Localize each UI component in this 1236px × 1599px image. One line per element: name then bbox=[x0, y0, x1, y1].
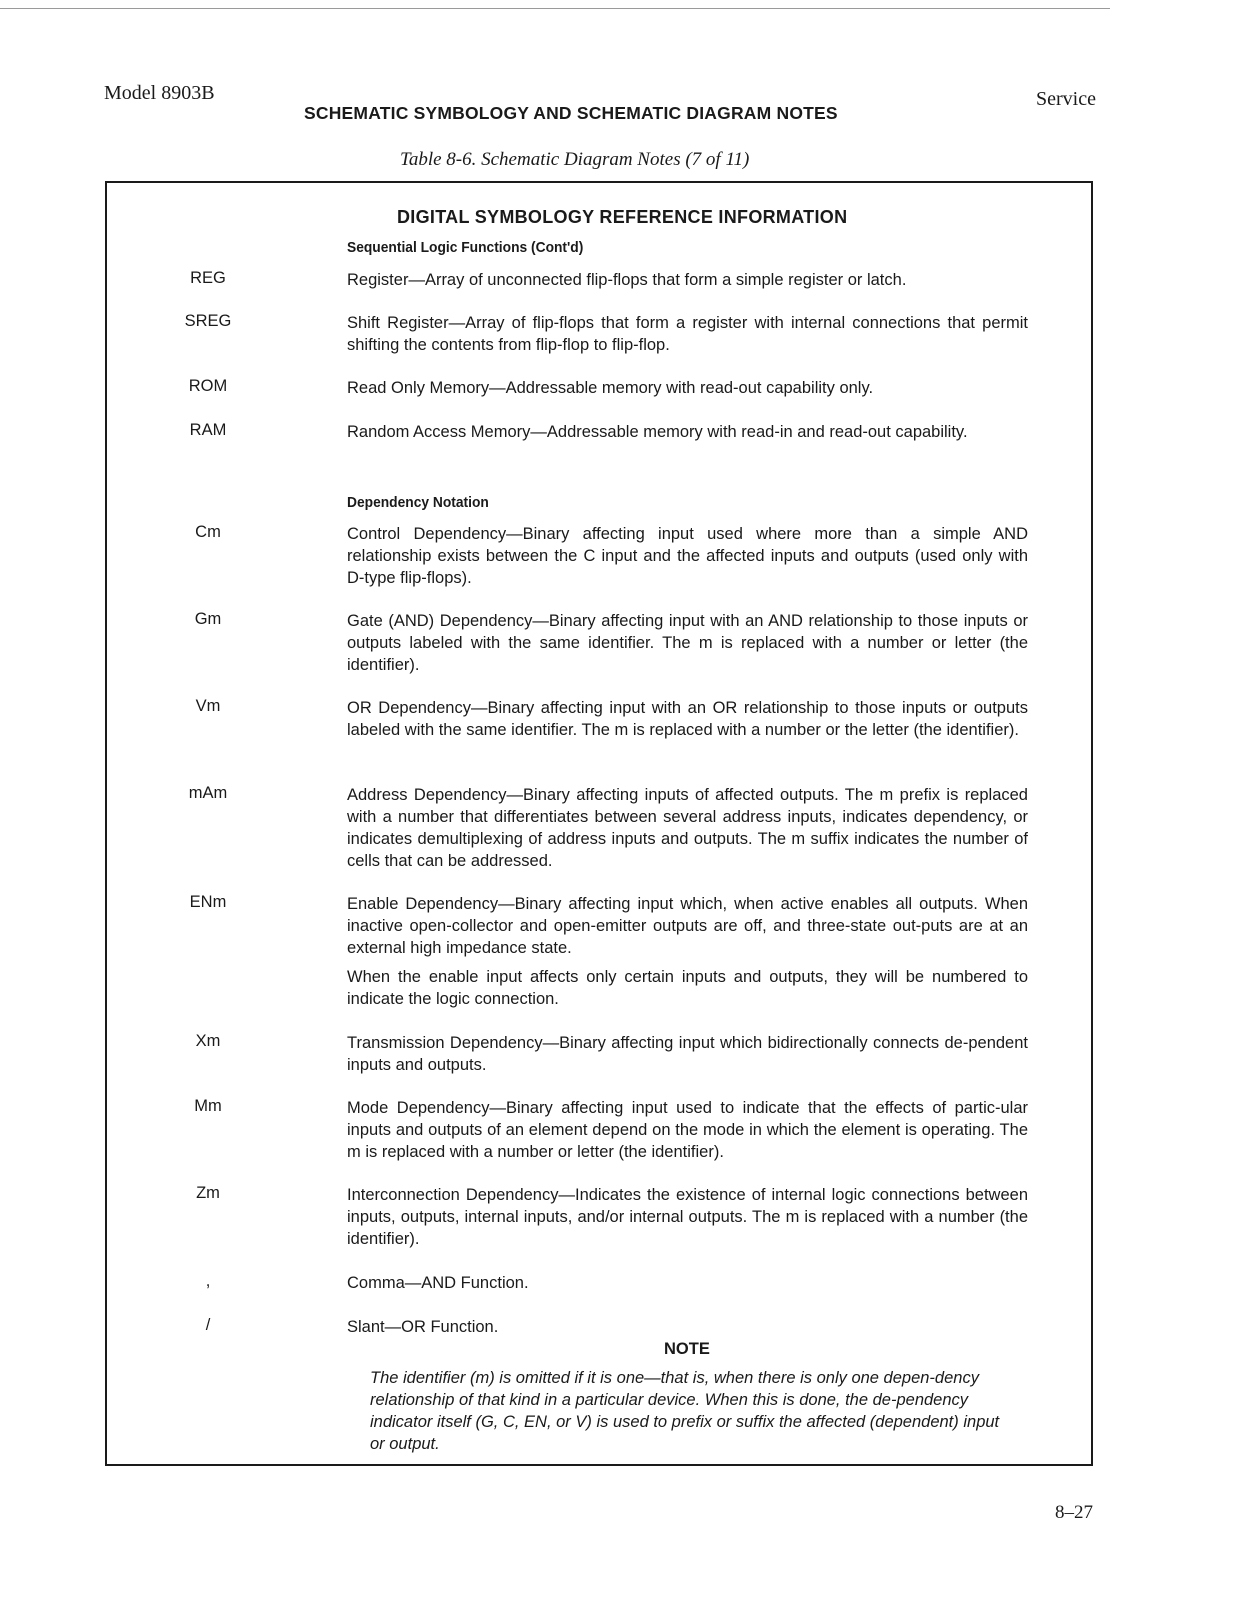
desc-xm: Transmission Dependency—Binary affecting input which bidirectionally connects de-pendent inputs and outputs. bbox=[347, 1034, 1028, 1074]
desc-ram: Random Access Memory—Addressable memory with read-in and read-out capability. bbox=[347, 423, 968, 441]
table-title: DIGITAL SYMBOLOGY REFERENCE INFORMATION bbox=[397, 207, 848, 227]
symbol-enm: ENm bbox=[189, 893, 227, 911]
desc-zm: Interconnection Dependency—Indicates the existence of internal logic connections between inputs, outputs, internal inputs, and/or internal outputs. The m is replaced with a number (the identifier). bbox=[347, 1186, 1028, 1248]
symbol-reg: REG bbox=[190, 269, 226, 287]
symbol-gm: Gm bbox=[194, 610, 222, 628]
symbol-comma: , bbox=[205, 1272, 211, 1290]
symbol-xm: Xm bbox=[195, 1032, 221, 1050]
note-title: NOTE bbox=[664, 1340, 710, 1358]
symbol-slant: / bbox=[205, 1316, 211, 1334]
desc-slant: Slant—OR Function. bbox=[347, 1318, 499, 1336]
section-sequential-logic: Sequential Logic Functions (Cont'd) bbox=[347, 239, 584, 256]
model-label: Model 8903B bbox=[104, 82, 215, 104]
desc-rom: Read Only Memory—Addressable memory with read-out capability only. bbox=[347, 379, 874, 397]
desc-sreg: Shift Register—Array of flip-flops that form a register with internal connections that permit shifting the contents from flip-flop to flip-flop. bbox=[347, 314, 1028, 354]
desc-vm: OR Dependency—Binary affecting input with an OR relationship to those inputs or outputs labeled with the same identifier. The m is replaced with a number or the letter (the identifier). bbox=[347, 699, 1028, 739]
symbol-vm: Vm bbox=[195, 697, 221, 715]
desc-mam: Address Dependency—Binary affecting inputs of affected outputs. The m prefix is replaced with a number that differentiates between several address inputs, indicates dependency, or indicates demultiplexing of address inputs and outputs. The m suffix indicates the number of cells that can be addressed. bbox=[347, 786, 1028, 870]
symbol-rom: ROM bbox=[188, 377, 228, 395]
symbol-sreg: SREG bbox=[184, 312, 232, 330]
page-number: 8–27 bbox=[1055, 1502, 1093, 1523]
desc-enm: Enable Dependency—Binary affecting input which, when active enables all outputs. When inactive open-collector and open-emitter outputs are off, and three-state out-puts are at an external high impedance state. bbox=[347, 895, 1028, 957]
symbol-mam: mAm bbox=[188, 784, 228, 802]
note-text: The identifier (m) is omitted if it is one—that is, when there is only one depen-dency relationship of that kind in a particular device. When this is done, the de-pendency indicator itself (G, C, EN, or V) is used to prefix or suffix the affected (dependent) input or output. bbox=[370, 1369, 1000, 1453]
desc-mm: Mode Dependency—Binary affecting input used to indicate that the effects of partic-ular inputs and outputs of an element depend on the mode in which the element is operating. The m is replaced with a number or letter (the identifier). bbox=[347, 1099, 1028, 1161]
section-label: Service bbox=[1036, 88, 1096, 110]
symbol-ram: RAM bbox=[189, 421, 227, 439]
desc-reg: Register—Array of unconnected flip-flops that form a simple register or latch. bbox=[347, 271, 907, 289]
top-rule bbox=[0, 8, 1110, 9]
desc-comma: Comma—AND Function. bbox=[347, 1274, 529, 1292]
symbol-zm: Zm bbox=[196, 1184, 220, 1202]
symbol-mm: Mm bbox=[194, 1097, 222, 1115]
page-heading: SCHEMATIC SYMBOLOGY AND SCHEMATIC DIAGRAM NOTES bbox=[304, 103, 838, 123]
desc-gm: Gate (AND) Dependency—Binary affecting input with an AND relationship to those inputs or outputs labeled with the same identifier. The m is replaced with a number or letter (the identifier). bbox=[347, 612, 1028, 674]
section-dependency-notation: Dependency Notation bbox=[347, 494, 489, 511]
desc-enm-cont: When the enable input affects only certain inputs and outputs, they will be numbered to indicate the logic connection. bbox=[347, 968, 1028, 1008]
desc-cm: Control Dependency—Binary affecting input used where more than a simple AND relationship exists between the C input and the affected inputs and outputs (used only with D-type flip-flops). bbox=[347, 525, 1028, 587]
symbol-cm: Cm bbox=[195, 523, 221, 541]
table-caption: Table 8-6. Schematic Diagram Notes (7 of 11) bbox=[400, 149, 750, 170]
